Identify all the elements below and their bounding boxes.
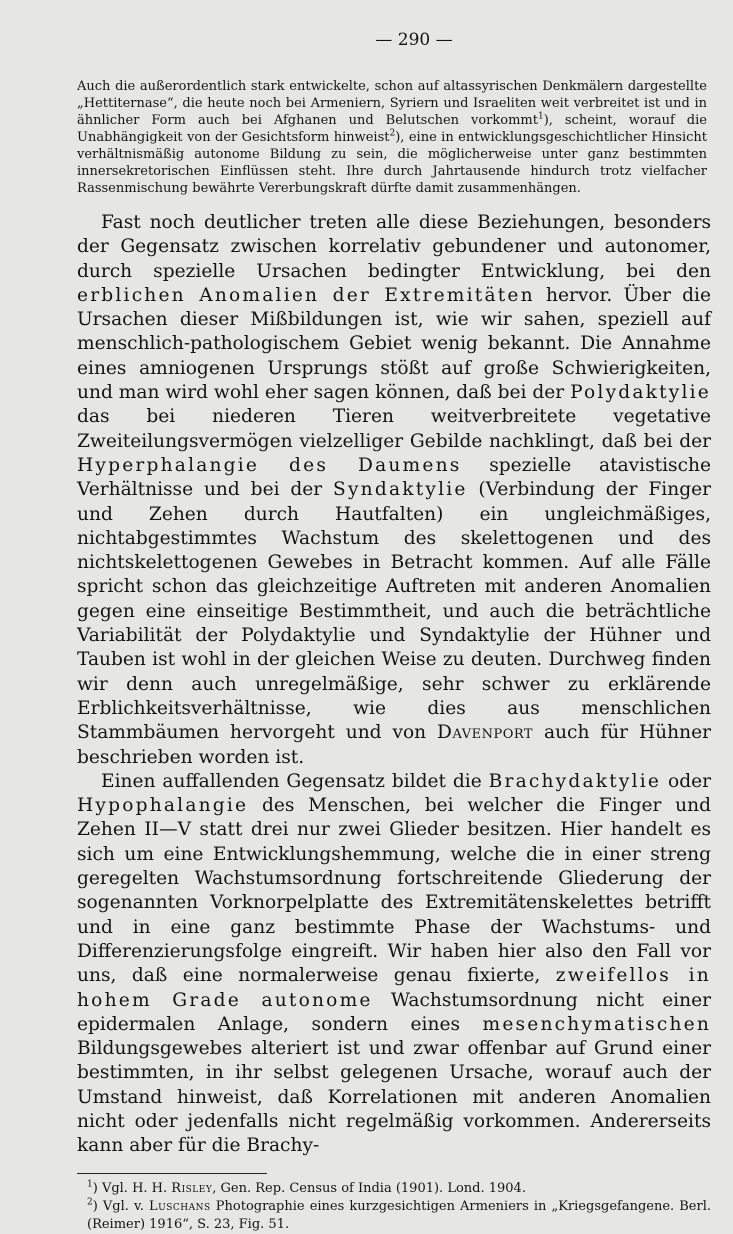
intro-text-part3: ), eine in entwicklungsgeschichtlicher Hinsicht verhältnismäßig autonome Bildung zu sein, die möglicherweise unter ganz bestimmten innersekretorischen Einflüssen steht. Ihre durch Jahrtausende hindurch trotz vielfacher Rassenmischung bewährte Vererbungskraft dürfte damit zusammenhängen.	[77, 130, 707, 196]
p1-text-a: Fast noch deutlicher treten alle diese Beziehungen, besonders der Gegensatz zwischen korrelativ gebundener und autonomer, durch spezielle Ursachen bedingter Entwicklung, bei den	[77, 212, 711, 282]
page-number: — 290 —	[375, 30, 453, 50]
paragraph-brachydactyly	[77, 770, 711, 1159]
footnote-divider	[77, 1173, 267, 1174]
p2-text-i: Bildungsgewebes alteriert ist und zwar offenbar auf Grund einer bestimmten, in ihr selbst gelegenen Ursache, worauf auch der Umstand hinweist, daß Korrelationen mit anderen Anomalien nicht oder jedenfalls nicht regelmäßig vorkommen. Andererseits kann aber für die Brachy-	[77, 1038, 711, 1157]
p1-text-e: das bei niederen Tieren weitverbreitete vegetative Zweiteilungsvermögen vielzelliger Gebilde nachklingt, daß bei der	[77, 406, 711, 452]
footnote-1	[77, 1180, 711, 1198]
term-polydactyly: Polydaktylie	[570, 382, 712, 404]
p1-text-c: hervor. Über die Ursachen dieser Mißbildungen ist, wie wir sahen, speziell auf menschlich-pathologischem Gebiet wenig bekannt. Die Annahme eines amniogenen Ursprungs stößt auf große Schwierigkeiten, und man wird wohl eher sagen können, daß bei der	[77, 284, 712, 404]
p2-text-a: Einen auffallenden Gegensatz bildet die	[101, 770, 489, 792]
footnote-2-pre: ) Vgl. v.	[92, 1198, 150, 1214]
term-syndactyly: Syndaktylie	[333, 479, 468, 501]
intro-text-part2: ), scheint, worauf die Unabhängigkeit von der Gesichtsform hinweist	[77, 113, 707, 145]
footnote-1-pre: ) Vgl. H. H.	[92, 1180, 172, 1196]
term-hypophalangy: Hypophalangie	[77, 795, 249, 817]
p1-text-g: spezielle atavistische Verhältnisse und bei der	[77, 454, 711, 501]
p2-text-e: des Menschen, bei welcher die Finger und Zehen II—V statt drei nur zwei Glieder besitzen. Hier handelt es sich um eine Entwicklungshemmung, welche die in einer streng geregelten Wachstumsordnung fortschreitende Gliederung der sogenannten Vorknorpelplatte des Extremitätenskelettes betrifft und in eine ganz bestimmte Phase der Wachstums- und Differenzierungsfolge eingreift. Wir haben hier also den Fall vor uns, daß eine normalerweise genau fixierte,	[77, 795, 711, 987]
intro-paragraph	[77, 78, 711, 197]
footnote-2-mark: 2	[87, 1197, 93, 1208]
footnote-1-mark: 1	[87, 1179, 93, 1190]
footnote-ref-1[interactable]: 1	[537, 111, 544, 122]
footnote-1-post: , Gen. Rep. Census of India (1901). Lond. 1904.	[212, 1180, 526, 1196]
author-luschan: Luschans	[149, 1198, 211, 1214]
p1-text-k: auch für Hühner beschrieben worden ist.	[77, 722, 711, 768]
paragraph-extremities	[77, 211, 711, 770]
p2-text-g: Wachstumsordnung nicht einer epidermalen Anlage, sondern eines	[77, 989, 711, 1035]
term-brachydactyly: Brachydaktylie	[488, 770, 662, 792]
term-hyperphalangy: Hyperphalangie des Daumens	[77, 454, 462, 476]
term-mesenchymal: mesenchymatischen	[482, 1013, 711, 1035]
author-davenport: Davenport	[437, 722, 534, 744]
author-risley: Risley	[171, 1180, 213, 1196]
p2-text-c: oder	[661, 770, 711, 792]
intro-text-part1: Auch die außerordentlich stark entwickelte, schon auf altassyrischen Denkmälern dargestellte „Hettiternase“, die heute noch bei Armeniern, Syriern und Israeliten weit verbreitet ist und in ähnlicher Form auch bei Afghanen und Belutschen vorkommt	[77, 79, 707, 128]
footnote-ref-2[interactable]: 2	[389, 128, 396, 139]
term-autonomous: zweifellos in hohem Grade autonome	[77, 965, 711, 1011]
footnote-2	[77, 1198, 711, 1234]
term-hereditary-anomalies: erblichen Anomalien der Extremitäten	[77, 284, 535, 306]
p1-text-i: (Verbindung der Finger und Zehen durch Hautfalten) ein ungleichmäßiges, nichtabgestimmtes Wachstum des skelettogenen und des nichtskelettogenen Gewebes in Betracht kommen. Auf alle Fälle spricht schon das gleichzeitige Auftreten mit anderen Anomalien gegen eine einseitige Bestimmtheit, und auch die beträchtliche Variabilität der Polydaktylie und Syndaktylie der Hühner und Tauben ist wohl in der gleichen Weise zu deuten. Durchweg finden wir denn auch unregelmäßige, sehr schwer zu erklärende Erblichkeitsverhältnisse, wie dies aus menschlichen Stammbäumen hervorgeht und von	[77, 479, 712, 744]
footnote-2-post: Photographie eines kurzgesichtigen Armeniers in „Kriegsgefangene. Berl. (Reimer) 1916“, S. 23, Fig. 51.	[87, 1198, 711, 1232]
